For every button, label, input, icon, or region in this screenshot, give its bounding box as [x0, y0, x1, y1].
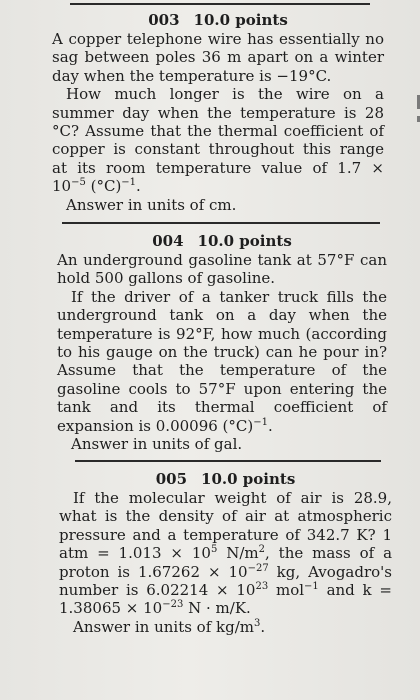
problem-question: How much longer is the wire on a summer day when the temperature is 28 °C? Assume that the thermal coefficient of copper is constant throughout this range at its room temperature value of $1.7 \times 10^{-5}$ $(^\circ C)^{-1}$.	[52, 85, 384, 196]
problem-005	[59, 470, 392, 636]
divider-top	[70, 3, 370, 5]
problem-003	[52, 11, 384, 214]
problem-heading	[59, 470, 392, 489]
problem-text: A copper telephone wire has essentially no sag between poles 36 m apart on a winter day when the temperature is −19°C.	[52, 30, 384, 85]
problem-004	[57, 232, 387, 453]
problem-points: 10.0 points	[197, 232, 292, 250]
problem-question: If the driver of a tanker truck fills the underground tank on a day when the temperature is 92°F, how much (according to his gauge on the truck) can he pour in? Assume that the temperature of the gasoline cools to 57°F upon entering the tank and its thermal coefficient of expansion is 0.00096 $(^\circ C)^{-1}$.	[57, 287, 387, 435]
problem-points: 10.0 points	[201, 470, 296, 488]
problem-points: 10.0 points	[193, 11, 288, 29]
problem-heading	[52, 11, 384, 30]
divider	[62, 222, 380, 224]
answer-units: Answer in units of gal.	[71, 435, 243, 454]
answer-units: Answer in units of cm.	[66, 195, 237, 214]
problem-heading	[57, 232, 387, 251]
problem-number: 003	[148, 11, 180, 29]
problem-number: 004	[152, 232, 184, 250]
problem-text: An underground gasoline tank at 57°F can hold 500 gallons of gasoline.	[57, 251, 387, 288]
divider	[75, 460, 381, 462]
problem-number: 005	[155, 470, 188, 488]
problem-text: If the molecular weight of air is 28.9, what is the density of air at atmospheric pressure and a temperature of 342.7 K? 1 atm = $1.013 \times 10^5$ $N/m^2$, the mass of a proton is $1.67262 \times 10^{-27}$ kg, Avogadro's number is $6.02214 \times 10^{23}$ mol$^{-1}$ and $k = 1.38065 \times 10^{-23}$ N · m/K.	[59, 489, 393, 618]
answer-units: Answer in units of $kg/m^3$.	[73, 617, 266, 636]
